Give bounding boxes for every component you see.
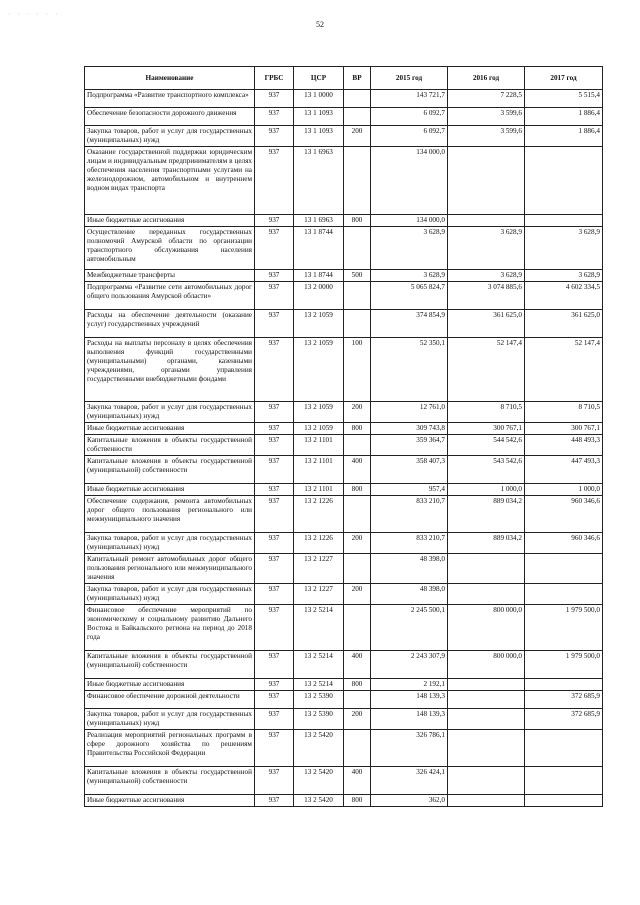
cell-grbs: 937 <box>255 795 294 807</box>
cell-vr <box>344 554 371 584</box>
cell-2016: 3 628,9 <box>448 227 525 270</box>
cell-2017: 1 886,4 <box>525 108 603 126</box>
cell-2015: 326 786,1 <box>371 730 448 767</box>
table-row <box>85 496 603 533</box>
cell-2017 <box>525 730 603 767</box>
cell-csr: 13 2 1059 <box>294 338 344 402</box>
table-row <box>85 584 603 605</box>
cell-vr: 800 <box>344 215 371 227</box>
cell-csr: 13 2 1059 <box>294 310 344 338</box>
cell-csr: 13 1 6963 <box>294 147 344 215</box>
cell-grbs: 937 <box>255 282 294 310</box>
cell-name: Закупка товаров, работ и услуг для государственных (муниципальных) нужд <box>85 126 255 147</box>
table-row <box>85 456 603 484</box>
cell-csr: 13 2 5420 <box>294 767 344 795</box>
cell-2017 <box>525 554 603 584</box>
cell-2016 <box>448 679 525 691</box>
cell-grbs: 937 <box>255 679 294 691</box>
table-row <box>85 605 603 651</box>
cell-2015: 2 243 307,9 <box>371 651 448 679</box>
cell-csr: 13 2 1101 <box>294 484 344 496</box>
table-header-row <box>85 67 603 90</box>
cell-2016 <box>448 147 525 215</box>
cell-name: Капитальные вложения в объекты государственной (муниципальной) собственности <box>85 767 255 795</box>
cell-2016: 889 034,2 <box>448 496 525 533</box>
cell-vr <box>344 108 371 126</box>
cell-2015: 326 424,1 <box>371 767 448 795</box>
header-grbs: ГРБС <box>255 67 294 90</box>
table-row <box>85 282 603 310</box>
cell-vr: 200 <box>344 126 371 147</box>
cell-grbs: 937 <box>255 767 294 795</box>
cell-grbs: 937 <box>255 554 294 584</box>
cell-2017 <box>525 795 603 807</box>
table-row <box>85 147 603 215</box>
table-row <box>85 108 603 126</box>
cell-vr: 800 <box>344 484 371 496</box>
cell-2015: 134 000,0 <box>371 215 448 227</box>
cell-2017: 361 625,0 <box>525 310 603 338</box>
table-row <box>85 484 603 496</box>
cell-grbs: 937 <box>255 484 294 496</box>
cell-2017: 447 493,3 <box>525 456 603 484</box>
cell-csr: 13 2 5420 <box>294 795 344 807</box>
cell-2016: 3 628,9 <box>448 270 525 282</box>
cell-2015: 12 761,0 <box>371 402 448 423</box>
cell-csr: 13 1 1093 <box>294 126 344 147</box>
cell-2017 <box>525 767 603 795</box>
cell-name: Подпрограмма «Развитие сети автомобильных дорог общего пользования Амурской области» <box>85 282 255 310</box>
cell-2017: 448 493,3 <box>525 435 603 456</box>
cell-2015: 48 398,0 <box>371 584 448 605</box>
cell-2017 <box>525 215 603 227</box>
cell-2016 <box>448 554 525 584</box>
budget-table <box>84 66 603 807</box>
cell-2017 <box>525 147 603 215</box>
cell-csr: 13 2 0000 <box>294 282 344 310</box>
cell-csr: 13 2 1226 <box>294 496 344 533</box>
cell-2015: 6 092,7 <box>371 126 448 147</box>
cell-vr <box>344 90 371 108</box>
cell-2016: 3 599,6 <box>448 108 525 126</box>
cell-2017: 960 346,6 <box>525 496 603 533</box>
cell-csr: 13 1 8744 <box>294 227 344 270</box>
table-row <box>85 90 603 108</box>
cell-vr: 200 <box>344 584 371 605</box>
header-2015: 2015 год <box>371 67 448 90</box>
cell-csr: 13 2 5214 <box>294 679 344 691</box>
cell-2015: 833 210,7 <box>371 533 448 554</box>
scan-artifacts: · · · · · · <box>8 12 61 18</box>
table-row <box>85 310 603 338</box>
cell-vr: 800 <box>344 423 371 435</box>
cell-2016 <box>448 584 525 605</box>
table-row <box>85 679 603 691</box>
table-row <box>85 402 603 423</box>
cell-name: Закупка товаров, работ и услуг для государственных (муниципальных) нужд <box>85 533 255 554</box>
cell-2017: 372 685,9 <box>525 691 603 709</box>
cell-grbs: 937 <box>255 651 294 679</box>
cell-2015: 833 210,7 <box>371 496 448 533</box>
cell-csr: 13 2 1227 <box>294 554 344 584</box>
cell-vr <box>344 310 371 338</box>
cell-name: Расходы на обеспечение деятельности (оказание услуг) государственных учреждений <box>85 310 255 338</box>
cell-2017: 52 147,4 <box>525 338 603 402</box>
cell-2016: 800 000,0 <box>448 605 525 651</box>
cell-name: Расходы на выплаты персоналу в целях обеспечения выполнения функций государственными (муниципальными) органами, казенными учреждениями, органами управления государственными внебюджетными фондами <box>85 338 255 402</box>
cell-vr: 500 <box>344 270 371 282</box>
cell-2015: 6 092,7 <box>371 108 448 126</box>
cell-2015: 374 854,9 <box>371 310 448 338</box>
cell-vr <box>344 496 371 533</box>
cell-vr: 400 <box>344 767 371 795</box>
cell-name: Закупка товаров, работ и услуг для государственных (муниципальных) нужд <box>85 402 255 423</box>
table-row <box>85 795 603 807</box>
table-row <box>85 215 603 227</box>
table-row <box>85 423 603 435</box>
cell-csr: 13 2 1059 <box>294 402 344 423</box>
cell-2016: 3 599,6 <box>448 126 525 147</box>
cell-2015: 359 364,7 <box>371 435 448 456</box>
cell-csr: 13 2 1101 <box>294 456 344 484</box>
cell-grbs: 937 <box>255 496 294 533</box>
cell-2015: 48 398,0 <box>371 554 448 584</box>
cell-2015: 362,0 <box>371 795 448 807</box>
cell-vr: 400 <box>344 651 371 679</box>
cell-2015: 3 628,9 <box>371 270 448 282</box>
cell-2016: 3 074 885,6 <box>448 282 525 310</box>
cell-name: Обеспечение безопасности дорожного движения <box>85 108 255 126</box>
table-row <box>85 554 603 584</box>
cell-name: Финансовое обеспечение дорожной деятельности <box>85 691 255 709</box>
cell-grbs: 937 <box>255 533 294 554</box>
cell-2016: 889 034,2 <box>448 533 525 554</box>
cell-2015: 143 721,7 <box>371 90 448 108</box>
cell-grbs: 937 <box>255 338 294 402</box>
cell-vr: 800 <box>344 795 371 807</box>
cell-grbs: 937 <box>255 402 294 423</box>
cell-grbs: 937 <box>255 108 294 126</box>
cell-grbs: 937 <box>255 270 294 282</box>
cell-2016: 300 767,1 <box>448 423 525 435</box>
cell-2016: 543 542,6 <box>448 456 525 484</box>
cell-2017: 3 628,9 <box>525 270 603 282</box>
cell-csr: 13 1 8744 <box>294 270 344 282</box>
cell-grbs: 937 <box>255 147 294 215</box>
cell-2015: 957,4 <box>371 484 448 496</box>
cell-vr <box>344 227 371 270</box>
cell-name: Капитальный ремонт автомобильных дорог общего пользования регионального или межмуниципального значения <box>85 554 255 584</box>
cell-2017: 1 886,4 <box>525 126 603 147</box>
cell-2015: 5 065 824,7 <box>371 282 448 310</box>
cell-2015: 2 192,1 <box>371 679 448 691</box>
cell-name: Закупка товаров, работ и услуг для государственных (муниципальных) нужд <box>85 709 255 730</box>
header-csr: ЦСР <box>294 67 344 90</box>
cell-vr: 400 <box>344 456 371 484</box>
cell-name: Обеспечение содержания, ремонта автомобильных дорог общего пользования регионального или межмуниципального значения <box>85 496 255 533</box>
cell-vr: 200 <box>344 402 371 423</box>
cell-name: Оказание государственной поддержки юридическим лицам и индивидуальным предпринимателям в целях обеспечения населения транспортными услугами на железнодорожном, автомобильном и внутреннем водном видах транспорта <box>85 147 255 215</box>
cell-2017: 8 710,5 <box>525 402 603 423</box>
cell-2016 <box>448 730 525 767</box>
cell-name: Подпрограмма «Развитие транспортного комплекса» <box>85 90 255 108</box>
cell-2016 <box>448 709 525 730</box>
cell-2015: 134 000,0 <box>371 147 448 215</box>
table-row <box>85 651 603 679</box>
cell-grbs: 937 <box>255 605 294 651</box>
cell-2015: 148 139,3 <box>371 709 448 730</box>
cell-name: Реализация мероприятий региональных программ в сфере дорожного хозяйства по решениям Правительства Российской Федерации <box>85 730 255 767</box>
cell-2015: 309 743,8 <box>371 423 448 435</box>
cell-csr: 13 1 6963 <box>294 215 344 227</box>
cell-2017: 960 346,6 <box>525 533 603 554</box>
cell-2015: 358 407,3 <box>371 456 448 484</box>
cell-2017: 3 628,9 <box>525 227 603 270</box>
table-row <box>85 435 603 456</box>
cell-2017 <box>525 584 603 605</box>
cell-2016 <box>448 795 525 807</box>
header-2016: 2016 год <box>448 67 525 90</box>
cell-2017: 372 685,9 <box>525 709 603 730</box>
cell-grbs: 937 <box>255 126 294 147</box>
cell-vr <box>344 730 371 767</box>
table-row <box>85 338 603 402</box>
cell-name: Иные бюджетные ассигнования <box>85 484 255 496</box>
table-row <box>85 270 603 282</box>
table-row <box>85 126 603 147</box>
cell-name: Капитальные вложения в объекты государственной собственности <box>85 435 255 456</box>
cell-2017: 1 979 500,0 <box>525 605 603 651</box>
page-number: 52 <box>316 20 324 29</box>
cell-2017 <box>525 679 603 691</box>
cell-csr: 13 2 5214 <box>294 605 344 651</box>
cell-2017: 1 979 500,0 <box>525 651 603 679</box>
cell-vr: 100 <box>344 338 371 402</box>
table-row <box>85 767 603 795</box>
cell-csr: 13 1 0000 <box>294 90 344 108</box>
cell-2016: 361 625,0 <box>448 310 525 338</box>
cell-grbs: 937 <box>255 310 294 338</box>
table-row <box>85 691 603 709</box>
cell-name: Иные бюджетные ассигнования <box>85 679 255 691</box>
cell-2017: 4 602 334,5 <box>525 282 603 310</box>
cell-vr: 200 <box>344 533 371 554</box>
cell-vr <box>344 435 371 456</box>
cell-vr <box>344 282 371 310</box>
cell-csr: 13 1 1093 <box>294 108 344 126</box>
cell-name: Межбюджетные трансферты <box>85 270 255 282</box>
cell-2016: 544 542,6 <box>448 435 525 456</box>
table-row <box>85 709 603 730</box>
cell-csr: 13 2 5420 <box>294 730 344 767</box>
cell-name: Закупка товаров, работ и услуг для государственных (муниципальных) нужд <box>85 584 255 605</box>
cell-2015: 3 628,9 <box>371 227 448 270</box>
cell-csr: 13 2 5390 <box>294 709 344 730</box>
cell-name: Финансовое обеспечение мероприятий по экономическому и социальному развитию Дальнего Востока и Байкальского региона на период до 2018 года <box>85 605 255 651</box>
cell-vr: 800 <box>344 679 371 691</box>
header-name: Наименование <box>85 67 255 90</box>
cell-csr: 13 2 1101 <box>294 435 344 456</box>
cell-csr: 13 2 1226 <box>294 533 344 554</box>
table-row <box>85 227 603 270</box>
cell-grbs: 937 <box>255 227 294 270</box>
cell-name: Осуществление переданных государственных полномочий Амурской области по организации транспортного обслуживания населения автомобильным <box>85 227 255 270</box>
cell-name: Капитальные вложения в объекты государственной (муниципальной) собственности <box>85 456 255 484</box>
cell-2017: 5 515,4 <box>525 90 603 108</box>
cell-2016 <box>448 691 525 709</box>
header-2017: 2017 год <box>525 67 603 90</box>
cell-2016: 7 228,5 <box>448 90 525 108</box>
cell-grbs: 937 <box>255 435 294 456</box>
cell-name: Иные бюджетные ассигнования <box>85 795 255 807</box>
cell-name: Иные бюджетные ассигнования <box>85 215 255 227</box>
cell-vr: 200 <box>344 709 371 730</box>
cell-vr <box>344 605 371 651</box>
cell-2015: 148 139,3 <box>371 691 448 709</box>
cell-name: Капитальные вложения в объекты государственной (муниципальной) собственности <box>85 651 255 679</box>
cell-grbs: 937 <box>255 215 294 227</box>
cell-csr: 13 2 1227 <box>294 584 344 605</box>
cell-2016: 52 147,4 <box>448 338 525 402</box>
cell-grbs: 937 <box>255 709 294 730</box>
table-body <box>85 90 603 807</box>
cell-vr <box>344 691 371 709</box>
cell-grbs: 937 <box>255 584 294 605</box>
cell-2016 <box>448 215 525 227</box>
cell-grbs: 937 <box>255 423 294 435</box>
header-vr: ВР <box>344 67 371 90</box>
cell-2016: 1 000,0 <box>448 484 525 496</box>
table-row <box>85 730 603 767</box>
cell-grbs: 937 <box>255 90 294 108</box>
cell-2017: 1 000,0 <box>525 484 603 496</box>
cell-csr: 13 2 5214 <box>294 651 344 679</box>
cell-2015: 52 350,1 <box>371 338 448 402</box>
cell-grbs: 937 <box>255 691 294 709</box>
cell-2016: 800 000,0 <box>448 651 525 679</box>
cell-csr: 13 2 5390 <box>294 691 344 709</box>
table-row <box>85 533 603 554</box>
cell-2015: 2 245 500,1 <box>371 605 448 651</box>
cell-name: Иные бюджетные ассигнования <box>85 423 255 435</box>
cell-grbs: 937 <box>255 456 294 484</box>
cell-2016: 8 710,5 <box>448 402 525 423</box>
cell-csr: 13 2 1059 <box>294 423 344 435</box>
cell-vr <box>344 147 371 215</box>
cell-grbs: 937 <box>255 730 294 767</box>
cell-2017: 300 767,1 <box>525 423 603 435</box>
cell-2016 <box>448 767 525 795</box>
